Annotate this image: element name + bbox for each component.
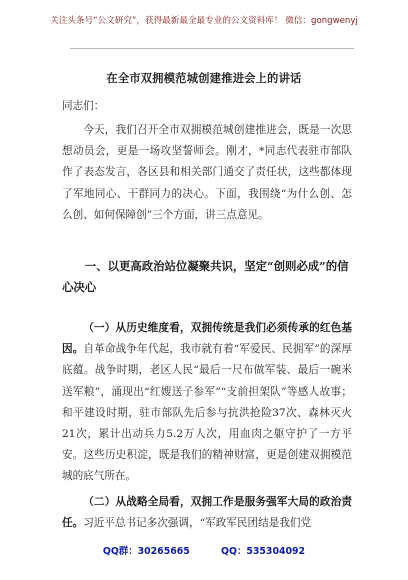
document-title: 在全市双拥模范城创建推进会上的讲话: [106, 71, 302, 85]
footer-qq-group: QQ群：30265665: [102, 546, 190, 557]
section-heading-1: 一、以更高政治站位凝聚共识，坚定“创则必成”的信心决心: [62, 259, 349, 295]
header-promo-note: 关注头条号“公文研究”，获得最新最全最专业的公文资料库！ 微信：gongwenyj: [50, 16, 358, 26]
footer-qq-number: QQ：535304092: [221, 546, 306, 557]
intro-paragraph: 今天，我们召开全市双拥模范城创建推进会，既是一次思想动员会，更是一场攻坚誓师会。刚才，*同志代表驻市部队作了表态发言，各区县和相关部门通交了责任状，这些都体现了军地同心、干群同力的决心。下面，我围绕“为什么创、怎么创、如何保障创”三个方面，讲三点意见。: [62, 124, 352, 221]
subsection-paragraph-1: [62, 318, 352, 488]
subsection-body-1: 自革命战争年代起，我市就有着“军爱民、民拥军”的深厚底蕴。战争时期，老区人民“最后一尺布做军装、最后一碗米送军粮”，涌现出“红嫂送子参军”“支前担架队”等感人故事；和平建设时期，驻市部队先后参与抗洪抢险37次、森林灭火21次，累计出动兵力5.2万人次，用血肉之躯守护了一方平安。这些历史积淀，既是我们的精神财富，更是创建双拥模范城的底气所在。: [62, 343, 352, 483]
header-divider: [70, 48, 354, 49]
subsection-paragraph-2: [62, 492, 352, 534]
subsection-body-2: 习近平总书记多次强调，“军政军民团结是我们党: [83, 517, 312, 530]
subsection-lead-1: （一）从历史维度看，双拥传统是我们必须传承的红色基因。: [62, 322, 352, 356]
subsection-lead-2: （二）从战略全局看，双拥工作是服务强军大局的政治责任。: [62, 496, 352, 530]
salutation: 同志们：: [62, 100, 105, 112]
footer-contact: [0, 543, 408, 557]
